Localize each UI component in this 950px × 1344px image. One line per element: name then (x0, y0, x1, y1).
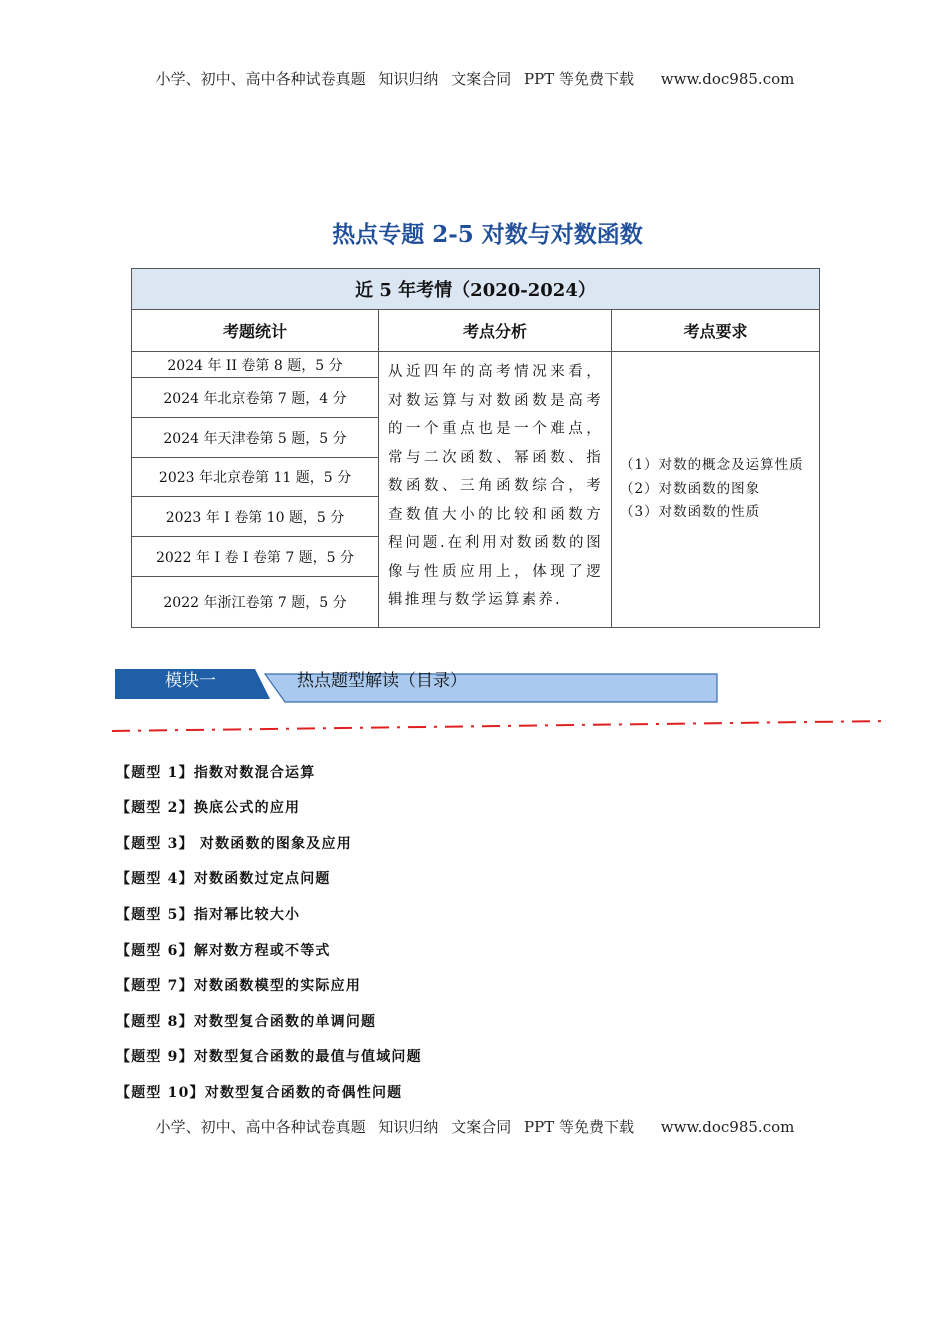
footer-text-3: 文案合同 (451, 1118, 512, 1136)
stat-row: 2023 年北京卷第 11 题，5 分 (132, 458, 379, 497)
requirement-item: （2）对数函数的图象 (620, 480, 761, 497)
footer-text-2: 知识归纳 (378, 1118, 439, 1136)
toc-item[interactable]: 【题型 3】 对数函数的图象及应用 (116, 836, 352, 852)
toc-item[interactable]: 【题型 10】对数型复合函数的奇偶性问题 (116, 1085, 403, 1101)
page-footer (0, 1116, 950, 1137)
header-text-1: 小学、初中、高中各种试卷真题 (155, 70, 366, 88)
requirement-item: （1）对数的概念及运算性质 (620, 457, 804, 474)
col-header-requirements: 考点要求 (612, 310, 820, 352)
module-title: 热点题型解读（目录） (297, 671, 467, 691)
dash-divider-line (112, 721, 887, 731)
page-title: 热点专题 2-5 对数与对数函数 (332, 221, 643, 248)
toc-item[interactable]: 【题型 9】对数型复合函数的最值与值域问题 (116, 1049, 422, 1065)
stat-row: 2024 年 II 卷第 8 题，5 分 (132, 352, 379, 378)
requirements-cell (612, 352, 820, 628)
analysis-text: 从近四年的高考情况来看，对数运算与对数函数是高考的一个重点也是一个难点，常与二次函数、幂函数、指数函数、三角函数综合，考查数值大小的比较和函数方程问题.在利用对数函数的图像与性质应用上，体现了逻辑推理与数学运算素养. (379, 352, 612, 628)
footer-website-link[interactable]: www.doc985.com (660, 1118, 795, 1136)
table-caption: 近 5 年考情（2020-2024） (132, 269, 820, 310)
toc-item[interactable]: 【题型 8】对数型复合函数的单调问题 (116, 1014, 377, 1030)
stat-row: 2024 年北京卷第 7 题，4 分 (132, 378, 379, 418)
col-header-analysis: 考点分析 (379, 310, 612, 352)
header-text-3: 文案合同 (451, 70, 512, 88)
col-header-stats: 考题统计 (132, 310, 379, 352)
header-text-2: 知识归纳 (378, 70, 439, 88)
stat-row: 2024 年天津卷第 5 题，5 分 (132, 418, 379, 458)
footer-text-4: PPT 等免费下载 (524, 1118, 634, 1136)
module-tag: 模块一 (165, 671, 216, 691)
toc-item[interactable]: 【题型 1】指数对数混合运算 (116, 765, 316, 781)
header-text-4: PPT 等免费下载 (524, 70, 634, 88)
stat-row: 2022 年 I 卷 I 卷第 7 题，5 分 (132, 537, 379, 577)
toc-item[interactable]: 【题型 4】对数函数过定点问题 (116, 871, 331, 887)
page-header (0, 68, 950, 89)
module-banner (115, 666, 725, 706)
requirement-item: （3）对数函数的性质 (620, 504, 761, 521)
dash-divider (112, 718, 887, 734)
exam-stats-table (131, 268, 820, 628)
toc-item[interactable]: 【题型 2】换底公式的应用 (116, 800, 301, 816)
toc-item[interactable]: 【题型 5】指对幂比较大小 (116, 907, 301, 923)
toc-item[interactable]: 【题型 7】对数函数模型的实际应用 (116, 978, 362, 994)
footer-text-1: 小学、初中、高中各种试卷真题 (155, 1118, 366, 1136)
toc-item[interactable]: 【题型 6】解对数方程或不等式 (116, 943, 331, 959)
stat-row: 2022 年浙江卷第 7 题，5 分 (132, 577, 379, 628)
header-website-link[interactable]: www.doc985.com (660, 70, 795, 88)
stat-row: 2023 年 I 卷第 10 题，5 分 (132, 497, 379, 537)
